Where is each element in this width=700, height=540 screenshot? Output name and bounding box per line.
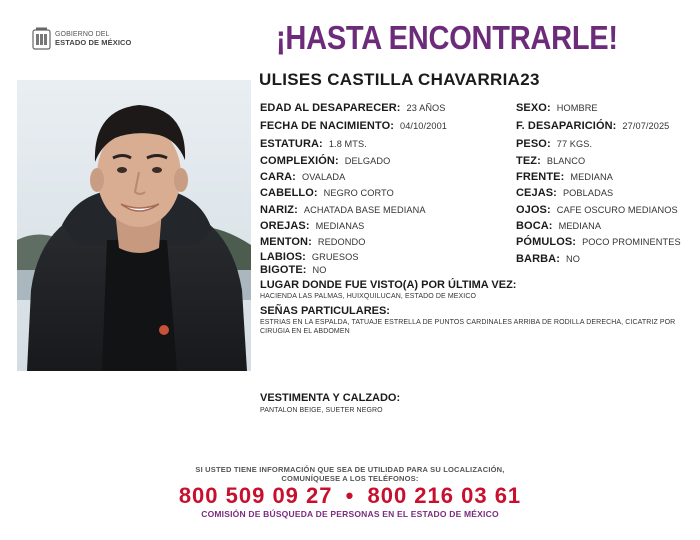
field-value: NO [312,265,327,275]
clothing-value: PANTALON BEIGE, SUETER NEGRO [260,407,383,414]
footer-note-line-1: SI USTED TIENE INFORMACIÓN QUE SEA DE UTILIDAD PARA SU LOCALIZACIÓN, [195,465,505,474]
right-field-row [516,204,678,216]
right-field-row [516,102,598,114]
field-label: CABELLO: [260,187,318,199]
field-value: ACHATADA BASE MEDIANA [303,205,426,215]
right-field-row [516,120,669,132]
contact-phones [0,483,700,509]
particular-signs-value: ESTRIAS EN LA ESPALDA, TATUAJE ESTRELLA DE PUNTOS CARDINALES ARRIBA DE RODILLA DERECHA, CICATRIZ POR CIRUGIA EN EL ABDOMEN [260,319,676,335]
right-field-row [516,187,613,199]
right-field-row [516,171,613,183]
field-label: PESO: [516,138,551,150]
missing-person-photo [17,80,251,371]
field-value: GRUESOS [311,252,359,262]
field-label: COMPLEXIÓN: [260,155,339,167]
field-label: LABIOS: [260,251,306,263]
field-value: MEDIANAS [315,221,365,231]
last-seen-value: HACIENDA LAS PALMAS, HUIXQUILUCAN, ESTADO DE MEXICO [260,293,477,300]
left-field-row [260,204,426,216]
government-logo [32,27,131,51]
field-value: 23 AÑOS [406,103,446,113]
left-field-row [260,171,345,183]
field-value: HOMBRE [556,103,598,113]
left-field-row [260,264,327,276]
clothing-label: VESTIMENTA Y CALZADO: [260,392,401,404]
field-value: POBLADAS [562,188,614,198]
field-label: FECHA DE NACIMIENTO: [260,120,394,132]
field-label: OJOS: [516,204,551,216]
field-value: BLANCO [546,156,586,166]
right-field-row [516,138,592,150]
field-value: 1.8 MTS. [328,139,367,149]
phone-separator: • [345,483,355,508]
footer-note-line-2: COMUNÍQUESE A LOS TELÉFONOS: [281,474,419,483]
field-value: OVALADA [301,172,346,182]
field-label: BARBA: [516,253,560,265]
field-label: ESTATURA: [260,138,323,150]
left-field-row [260,187,394,199]
particular-signs-label: SEÑAS PARTICULARES: [260,305,390,317]
right-field-row [516,236,681,248]
right-field-row [516,155,585,167]
field-label: OREJAS: [260,220,310,232]
field-label: NARIZ: [260,204,298,216]
field-value: CAFE OSCURO MEDIANOS [556,205,678,215]
left-field-row [260,236,366,248]
last-seen-label: LUGAR DONDE FUE VISTO(A) POR ÚLTIMA VEZ: [260,279,517,291]
field-label: CARA: [260,171,296,183]
left-field-row [260,155,390,167]
logo-line-2: ESTADO DE MÉXICO [55,38,132,47]
right-field-row [516,253,580,265]
commission-name: COMISIÓN DE BÚSQUEDA DE PERSONAS EN EL ESTADO DE MÉXICO [201,509,499,519]
field-label: F. DESAPARICIÓN: [516,120,617,132]
state-seal-icon [32,27,51,51]
field-label: SEXO: [516,102,551,114]
field-value: MEDIANA [558,221,602,231]
left-field-row [260,102,446,114]
left-field-row [260,138,367,150]
field-value: 27/07/2025 [622,121,670,131]
left-field-row [260,220,364,232]
left-field-row [260,251,359,263]
phone-number-2[interactable]: 800 216 03 61 [367,483,522,508]
field-value: REDONDO [317,237,366,247]
field-value: POCO PROMINENTES [582,237,681,247]
field-label: EDAD AL DESAPARECER: [260,102,401,114]
field-value: 04/10/2001 [400,121,447,131]
field-label: BOCA: [516,220,553,232]
field-value: 77 KGS. [556,139,593,149]
right-field-row [516,220,601,232]
headline: ¡HASTA ENCONTRARLE! [276,19,618,56]
field-label: CEJAS: [516,187,557,199]
field-value: MEDIANA [570,172,613,182]
field-label: MENTON: [260,236,312,248]
field-label: TEZ: [516,155,541,167]
phone-number-1[interactable]: 800 509 09 27 [178,483,333,508]
logo-line-1: GOBIERNO DEL [55,31,110,38]
field-value: NO [565,254,580,264]
field-label: PÓMULOS: [516,236,577,248]
field-label: FRENTE: [516,171,565,183]
field-value: NEGRO CORTO [323,188,394,198]
person-name: ULISES CASTILLA CHAVARRIA23 [259,70,540,89]
left-field-row [260,120,447,132]
field-value: DELGADO [344,156,391,166]
field-label: BIGOTE: [260,264,307,276]
